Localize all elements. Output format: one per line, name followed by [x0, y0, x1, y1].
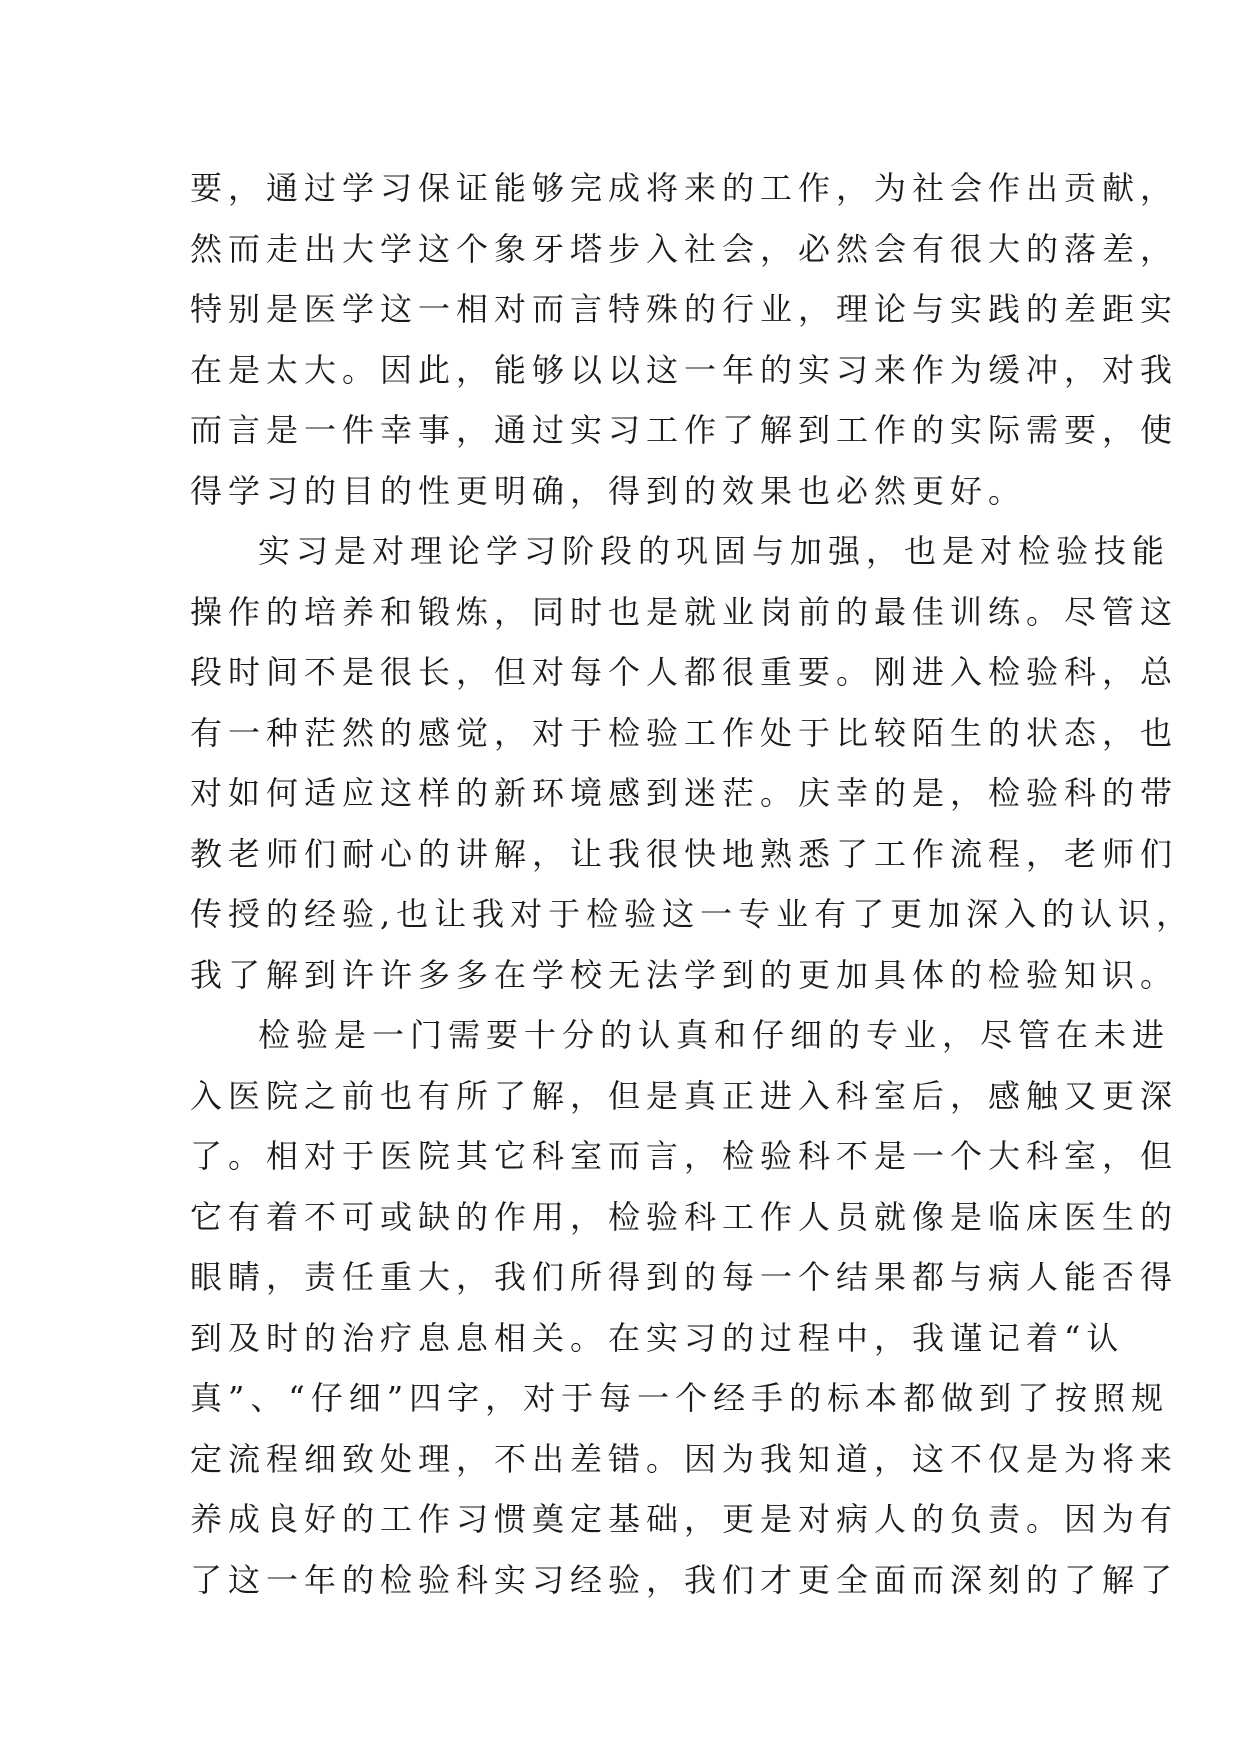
text-line: 操作的培养和锻炼，同时也是就业岗前的最佳训练。尽管这	[190, 592, 1179, 631]
paragraph-first-line: 实习是对理论学习阶段的巩固与加强，也是对检验技能	[258, 532, 1171, 570]
text-line: 要，通过学习保证能够完成将来的工作，为社会作出贡献，	[190, 169, 1179, 207]
text-line: 传授的经验,也让我对于检验这一专业有了更加深入的认识，	[190, 895, 1195, 933]
text-line: 我了解到许许多多在学校无法学到的更加具体的检验知识。	[190, 955, 1179, 994]
text-line: 然而走出大学这个象牙塔步入社会，必然会有很大的落差，	[190, 229, 1179, 268]
text-line: 入医院之前也有所了解，但是真正进入科室后，感触又更深	[190, 1076, 1179, 1115]
text-line: 有一种茫然的感觉，对于检验工作处于比较陌生的状态，也	[190, 713, 1179, 752]
text-line: 段时间不是很长，但对每个人都很重要。刚进入检验科，总	[190, 653, 1179, 691]
text-line: 眼睛，责任重大，我们所得到的每一个结果都与病人能否得	[190, 1258, 1179, 1296]
text-line: 它有着不可或缺的作用，检验科工作人员就像是临床医生的	[190, 1197, 1179, 1236]
text-line: 对如何适应这样的新环境感到迷茫。庆幸的是，检验科的带	[190, 774, 1179, 812]
paragraph-first-line: 检验是一门需要十分的认真和仔细的专业，尽管在未进	[258, 1016, 1171, 1054]
text-line: 定流程细致处理，不出差错。因为我知道，这不仅是为将来	[190, 1439, 1179, 1478]
body-text	[190, 158, 1195, 1610]
text-line: 教老师们耐心的讲解，让我很快地熟悉了工作流程，老师们	[190, 834, 1179, 873]
text-line: 了。相对于医院其它科室而言，检验科不是一个大科室，但	[190, 1137, 1179, 1175]
text-line: 到及时的治疗息息相关。在实习的过程中，我谨记着“认	[190, 1318, 1125, 1357]
text-line: 在是太大。因此，能够以以这一年的实习来作为缓冲，对我	[190, 350, 1179, 389]
text-line: 真”、“仔细”四字，对于每一个经手的标本都做到了按照规	[190, 1379, 1170, 1417]
text-line: 特别是医学这一相对而言特殊的行业，理论与实践的差距实	[190, 290, 1179, 328]
text-line: 而言是一件幸事，通过实习工作了解到工作的实际需要，使	[190, 411, 1179, 449]
text-line: 养成良好的工作习惯奠定基础，更是对病人的负责。因为有	[190, 1500, 1179, 1538]
text-line: 了这一年的检验科实习经验，我们才更全面而深刻的了解了	[190, 1560, 1179, 1599]
text-line: 得学习的目的性更明确，得到的效果也必然更好。	[190, 471, 1027, 510]
